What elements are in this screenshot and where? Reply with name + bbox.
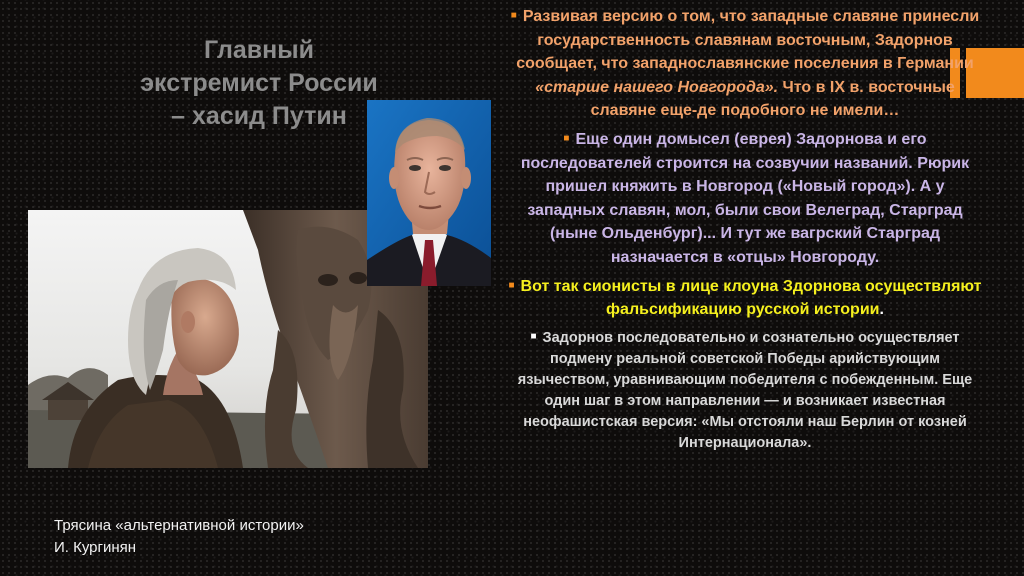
square-bullet-icon: ■ xyxy=(508,279,515,291)
slide-title-line-2: экстремист России xyxy=(140,69,378,97)
slide-title-line-1: Главный xyxy=(204,36,314,64)
image-caption xyxy=(54,515,304,559)
paragraph-1-text-a: Развивая версию о том, что западные славяне принесли государственность славянам восточным, Задорнов сообщает, что западнославянские поселения в Германии xyxy=(516,8,980,73)
square-bullet-icon: ■ xyxy=(530,330,537,342)
square-bullet-icon: ■ xyxy=(563,132,570,144)
paragraph-2 xyxy=(505,127,985,270)
paragraph-4-text: Задорнов последовательно и сознательно осуществляет подмену реальной советской Победы арийствующим язычеством, уравнивающим победителя с побежденным. Еще один шаг в этом направлении — и возникает известная неофашистская версия: «Мы отстояли наш Берлин от козней Интернационала». xyxy=(517,329,973,451)
slide-title-line-3: – хасид Путин xyxy=(171,102,347,130)
paragraph-3 xyxy=(505,274,985,322)
paragraph-1-text-b: Что в IX в. восточные славяне еще-де подобного не имели… xyxy=(590,78,955,120)
paragraph-2-text: Еще один домысел (еврея) Задорнова и его последователей строится на созвучии названий. Рюрик пришел княжить в Новгород («Новый город»). А у западных славян, мол, были свои Велеград, Старград (ныне Ольденбург)... И тут же вагрский Старград назначается в «отцы» Новгороду. xyxy=(520,130,970,266)
putin-photo xyxy=(367,100,491,286)
text-column xyxy=(505,4,985,454)
paragraph-1-emphasis: «старше нашего Новгорода». xyxy=(535,78,779,96)
caption-line-2: И. Кургинян xyxy=(54,539,137,556)
paragraph-1 xyxy=(505,4,985,123)
caption-line-1: Трясина «альтернативной истории» xyxy=(54,517,304,534)
square-bullet-icon: ■ xyxy=(510,10,517,21)
paragraph-3-period: . xyxy=(879,301,884,319)
paragraph-4 xyxy=(505,326,985,454)
paragraph-3-text: Вот так сионисты в лице клоуна Здорнова осуществляют фальсификацию русской истории xyxy=(520,277,982,319)
